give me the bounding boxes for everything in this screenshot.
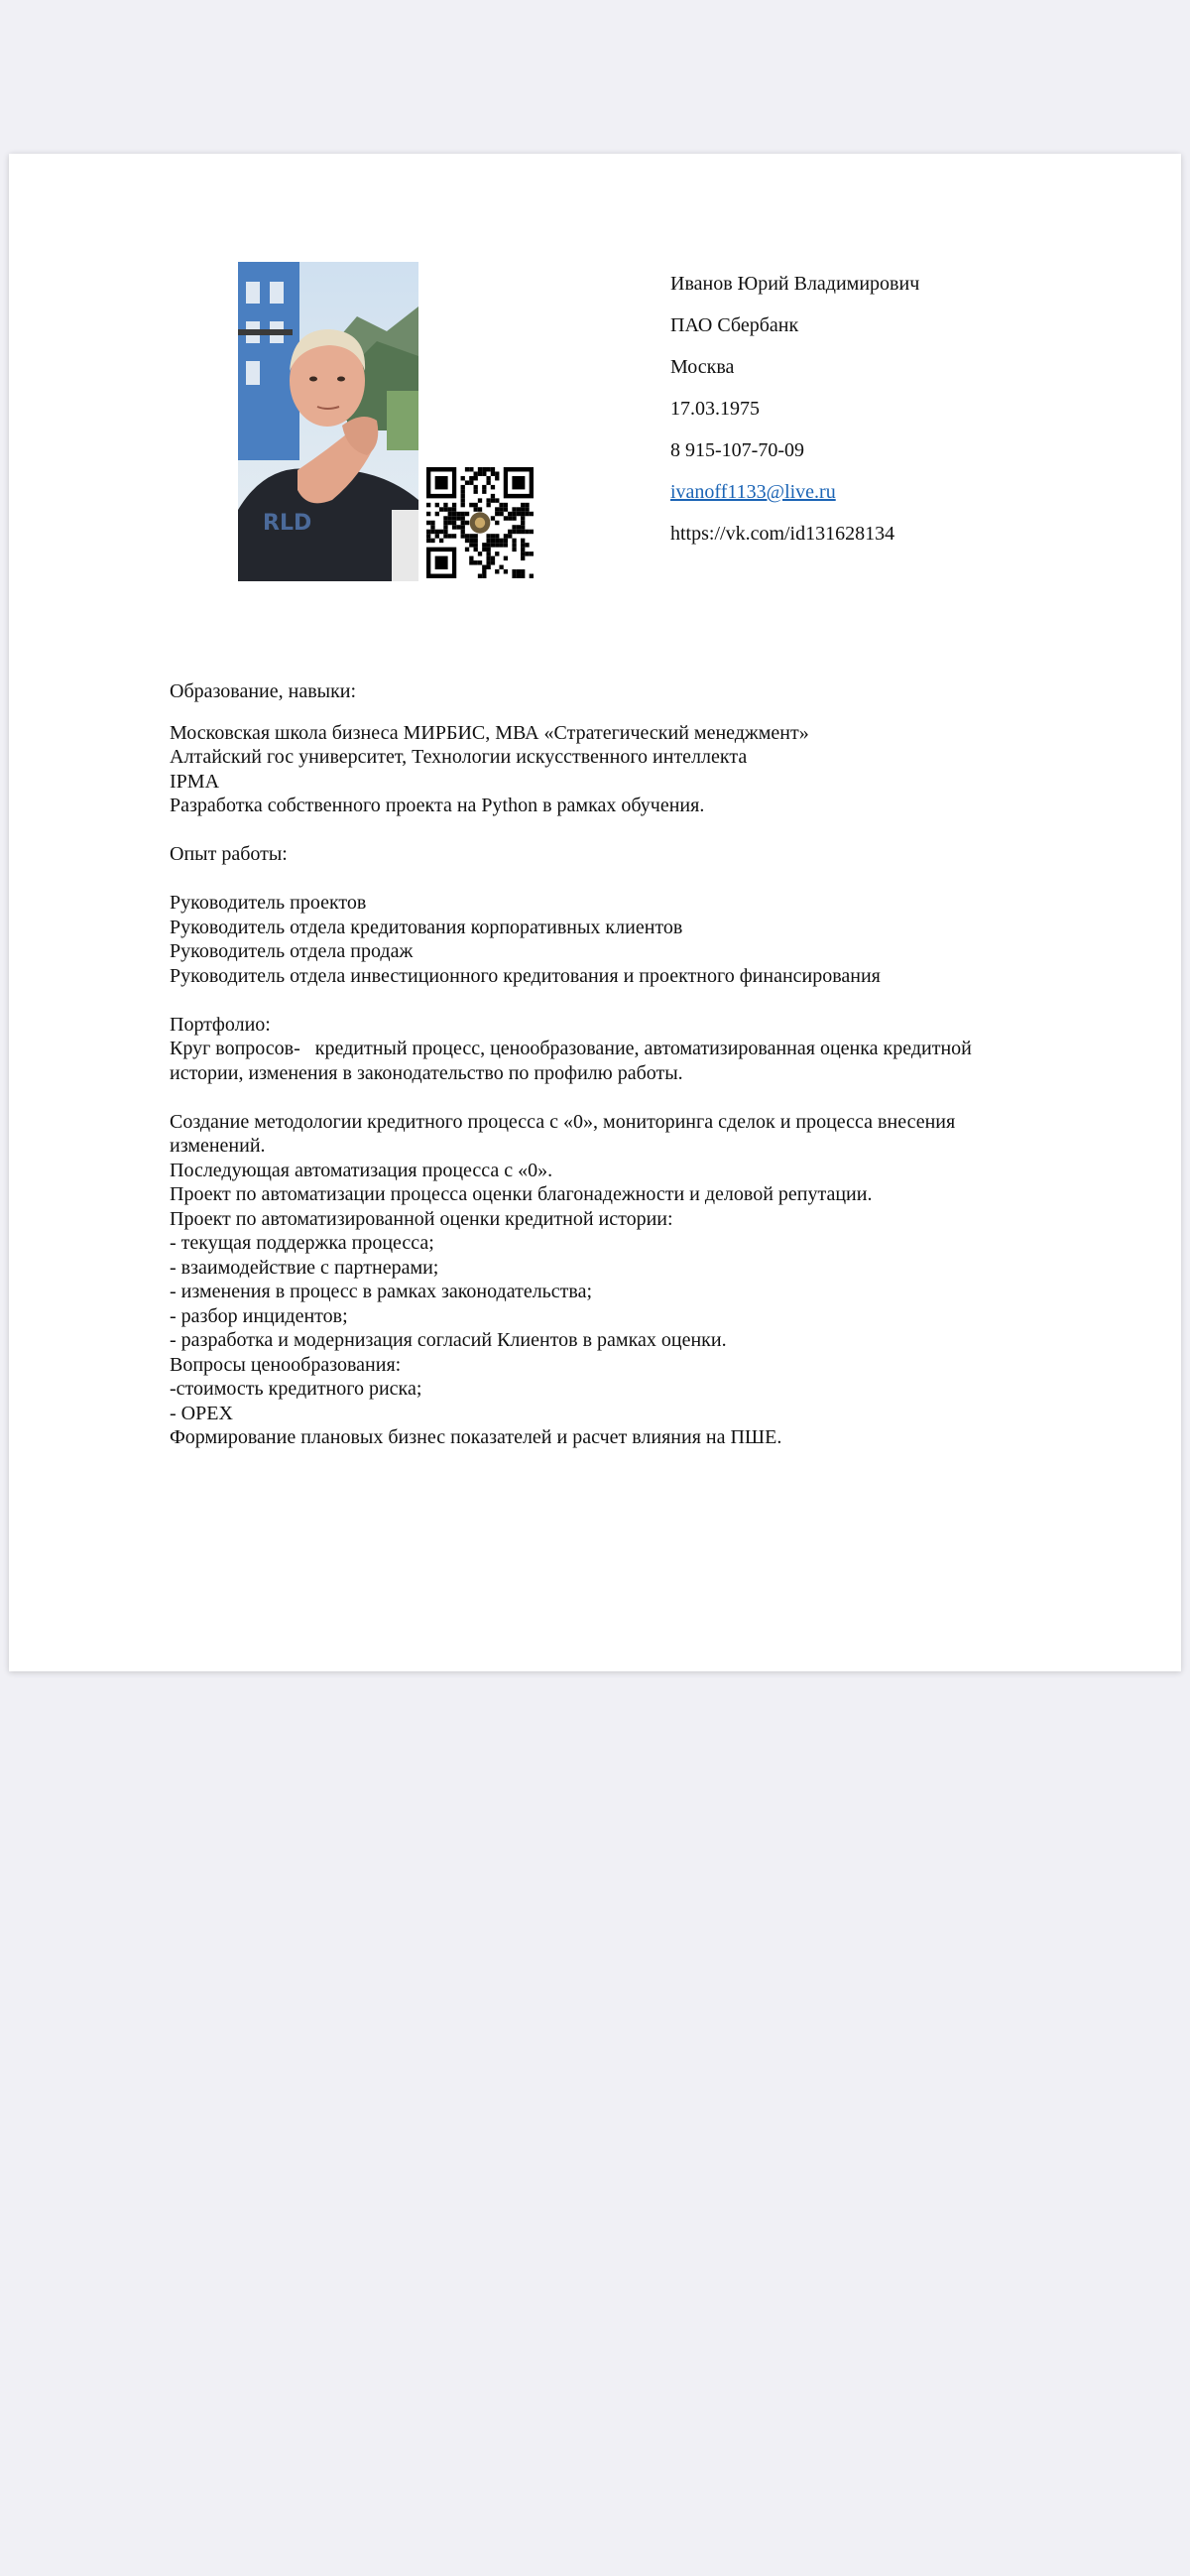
education-item: Разработка собственного проекта на Python в рамках обучения. <box>170 795 705 816</box>
portfolio-item: - изменения в процесс в рамках законодательства; <box>170 1281 593 1302</box>
portfolio-item: - текущая поддержка процесса; <box>170 1232 434 1254</box>
contact-email-row <box>670 471 1117 513</box>
contact-city: Москва <box>670 356 735 378</box>
portfolio-intro-line: Круг вопросов- кредитный процесс, ценообразование, автоматизированная оценка кредитной <box>170 1038 972 1059</box>
contact-birth-date: 17.03.1975 <box>670 398 760 420</box>
portfolio-item: - OPEX <box>170 1402 233 1424</box>
portfolio-item: - взаимодействие с партнерами; <box>170 1256 439 1279</box>
contact-block <box>670 263 1117 554</box>
experience-heading: Опыт работы: <box>170 843 288 865</box>
contact-phone: 8 915-107-70-09 <box>670 439 804 461</box>
svg-text:RLD: RLD <box>263 511 312 536</box>
contact-email-link[interactable]: ivanoff1133@live.ru <box>670 481 836 503</box>
portfolio-heading: Портфолио: <box>170 1013 271 1036</box>
portfolio-item: Формирование плановых бизнес показателей и расчет влияния на ПШЕ. <box>170 1426 782 1448</box>
portfolio-item: -стоимость кредитного риска; <box>170 1378 422 1400</box>
portfolio-item: изменений. <box>170 1135 266 1157</box>
portfolio-item: Вопросы ценообразования: <box>170 1353 402 1376</box>
experience-item: Руководитель отдела кредитования корпоративных клиентов <box>170 916 683 938</box>
education-item: Московская школа бизнеса МИРБИС, МВА «Стратегический менеджмент» <box>170 721 809 744</box>
contact-vk: https://vk.com/id131628134 <box>670 523 895 545</box>
portfolio-list <box>170 1110 1062 1450</box>
experience-item: Руководитель отдела продаж <box>170 940 414 962</box>
experience-list <box>170 891 1062 988</box>
portrait-photo <box>238 262 418 581</box>
qr-code <box>426 467 534 578</box>
portfolio-item: - разработка и модернизация согласий Клиентов в рамках оценки. <box>170 1329 727 1351</box>
education-item: Алтайский гос университет, Технологии искусственного интеллекта <box>170 746 748 768</box>
experience-item: Руководитель отдела инвестиционного кредитования и проектного финансирования <box>170 964 881 987</box>
contact-company: ПАО Сбербанк <box>670 314 799 336</box>
portfolio-item: Последующая автоматизация процесса с «0». <box>170 1159 553 1181</box>
experience-item: Руководитель проектов <box>170 892 367 914</box>
resume-body <box>170 679 1062 1450</box>
portfolio-item: Создание методологии кредитного процесса с «0», мониторинга сделок и процесса внесения <box>170 1110 956 1133</box>
contact-name: Иванов Юрий Владимирович <box>670 273 920 295</box>
education-heading: Образование, навыки: <box>170 680 357 702</box>
portfolio-item: - разбор инцидентов; <box>170 1304 348 1327</box>
education-item: IPMA <box>170 770 220 793</box>
education-list <box>170 721 1062 818</box>
document-page <box>9 154 1181 1671</box>
portfolio-item: Проект по автоматизации процесса оценки благонадежности и деловой репутации. <box>170 1183 873 1205</box>
portfolio-intro-line: истории, изменения в законодательство по профилю работы. <box>170 1061 683 1084</box>
portfolio-item: Проект по автоматизированной оценки кредитной истории: <box>170 1207 673 1230</box>
